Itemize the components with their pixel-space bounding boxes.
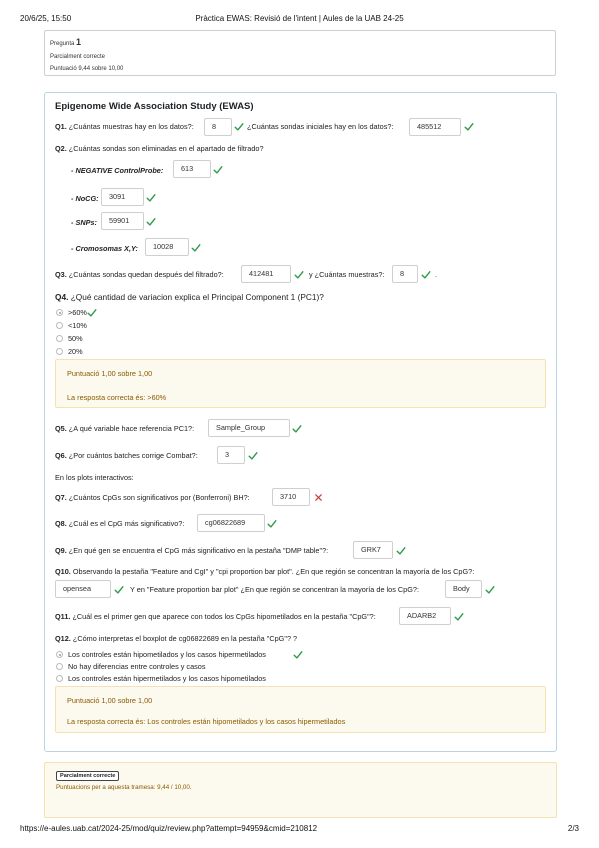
q6-input[interactable]: 3 xyxy=(217,446,245,464)
correct-check-icon xyxy=(234,122,244,132)
correct-check-icon xyxy=(87,308,97,318)
q2-label-negative-control: - NEGATIVE ControlProbe: xyxy=(71,166,164,175)
q4-feedback-score: Puntuació 1,00 sobre 1,00 xyxy=(67,369,153,378)
question-title: Epigenome Wide Association Study (EWAS) xyxy=(55,101,254,112)
q7-text: Q7. ¿Cuántos CpGs son significativos por (Bonferroni) BH?: xyxy=(55,493,250,502)
q2-label-chromosomes: - Cromosomas X,Y: xyxy=(71,244,138,253)
q9-text: Q9. ¿En qué gen se encuentra el CpG más significativo en la pestaña "DMP table"?: xyxy=(55,546,329,555)
q2-chromosomes-input[interactable]: 10028 xyxy=(145,238,189,256)
radio-icon[interactable] xyxy=(56,663,63,670)
radio-icon[interactable] xyxy=(56,348,63,355)
correct-check-icon xyxy=(248,451,258,461)
q8-input[interactable]: cg06822689 xyxy=(197,514,265,532)
q11-text: Q11. ¿Cuál es el primer gen que aparece con todos los CpGs hipometilados en la pestaña "CpG"?: xyxy=(55,612,376,621)
q4-feedback xyxy=(55,359,546,408)
correct-check-icon xyxy=(213,165,223,175)
q12-feedback xyxy=(55,686,546,733)
q2-nocg-input[interactable]: 3091 xyxy=(101,188,144,206)
correct-check-icon xyxy=(464,122,474,132)
q3-text-a: Q3. ¿Cuántas sondas quedan después del filtrado?: xyxy=(55,270,224,279)
q12-feedback-score: Puntuació 1,00 sobre 1,00 xyxy=(67,696,153,705)
q1-probes-input[interactable]: 485512 xyxy=(409,118,461,136)
correct-check-icon xyxy=(114,585,124,595)
correct-check-icon xyxy=(191,243,201,253)
q1-samples-input[interactable]: 8 xyxy=(204,118,232,136)
correct-check-icon xyxy=(485,585,495,595)
question-number: Pregunta 1 xyxy=(50,37,82,47)
q1-text-b: ¿Cuántas sondas iniciales hay en los datos?: xyxy=(247,122,394,131)
q2-label-nocg: - NoCG: xyxy=(71,194,99,203)
q3-text-b: y ¿Cuántas muestras?: xyxy=(309,270,385,279)
print-header xyxy=(20,14,579,26)
interactive-plots-note: En los plots interactivos: xyxy=(55,473,134,482)
q7-input[interactable]: 3710 xyxy=(272,488,310,506)
print-title: Pràctica EWAS: Revisió de l'intent | Aules de la UAB 24-25 xyxy=(195,14,404,23)
q2-negative-control-input[interactable]: 613 xyxy=(173,160,211,178)
status-badge: Parcialment correcte xyxy=(56,771,119,781)
correct-check-icon xyxy=(421,270,431,280)
q2-label-snps: - SNPs: xyxy=(71,218,97,227)
q10-feature-input[interactable]: Body xyxy=(445,580,482,598)
q6-text: Q6. ¿Por cuántos batches corrige Combat?: xyxy=(55,451,198,460)
q2-snps-input[interactable]: 59901 xyxy=(101,212,144,230)
q12-text: Q12. ¿Cómo interpretas el boxplot de cg06822689 en la pestaña "CpG"? ? xyxy=(55,634,298,643)
q10-cgi-input[interactable]: opensea xyxy=(55,580,111,598)
correct-check-icon xyxy=(454,612,464,622)
q3-samples-input[interactable]: 8 xyxy=(392,265,418,283)
q12-feedback-answer: La resposta correcta és: Los controles están hipometilados y los casos hipermetilados xyxy=(67,717,346,726)
radio-selected-icon[interactable] xyxy=(56,309,63,316)
attempt-summary xyxy=(44,762,557,818)
q10-text-a: Q10. Observando la pestaña "Feature and CgI" y "cpi proportion bar plot". ¿En que región se concentran la mayoría de los CpG?: xyxy=(55,567,475,576)
incorrect-cross-icon xyxy=(314,493,323,502)
q2-text: Q2. ¿Cuántas sondas son eliminadas en el apartado de filtrado? xyxy=(55,144,264,153)
correct-check-icon xyxy=(146,217,156,227)
radio-icon[interactable] xyxy=(56,675,63,682)
question-state: Parcialment correcte xyxy=(50,54,106,60)
q11-input[interactable]: ADARB2 xyxy=(399,607,451,625)
q10-text-b: Y en "Feature proportion bar plot" ¿En que región se concentran la mayoría de los CpG?: xyxy=(130,585,419,594)
correct-check-icon xyxy=(267,519,277,529)
q5-text: Q5. ¿A qué variable hace referencia PC1?: xyxy=(55,424,195,433)
print-page-number: 2/3 xyxy=(567,824,579,833)
correct-check-icon xyxy=(294,270,304,280)
q3-remaining-probes-input[interactable]: 412481 xyxy=(241,265,291,283)
q1-text-a: Q1. ¿Cuántas muestras hay en los datos?: xyxy=(55,122,194,131)
question-grade: Puntuació 9,44 sobre 10,00 xyxy=(50,66,124,72)
q3-tail: . xyxy=(435,270,438,279)
radio-selected-icon[interactable] xyxy=(56,651,63,658)
attempt-score-text: Puntuacions per a aquesta tramesa: 9,44 / 10,00. xyxy=(56,784,192,791)
radio-icon[interactable] xyxy=(56,335,63,342)
q5-input[interactable]: Sample_Group xyxy=(208,419,290,437)
q9-input[interactable]: GRK7 xyxy=(353,541,393,559)
correct-check-icon xyxy=(292,424,302,434)
radio-icon[interactable] xyxy=(56,322,63,329)
q4-text: Q4. ¿Qué cantidad de variacion explica el Principal Component 1 (PC1)? xyxy=(55,292,324,302)
correct-check-icon xyxy=(146,193,156,203)
correct-check-icon xyxy=(293,650,303,660)
question-info xyxy=(44,30,556,76)
print-date: 20/6/25, 15:50 xyxy=(20,14,72,23)
q4-feedback-answer: La resposta correcta és: >60% xyxy=(67,393,167,402)
correct-check-icon xyxy=(396,546,406,556)
print-footer xyxy=(20,824,579,836)
q8-text: Q8. ¿Cuál es el CpG más significativo?: xyxy=(55,519,185,528)
question-content: Epigenome Wide Association Study (EWAS) Q1. ¿Cuántas muestras hay en los datos?: 8 ¿Cuántas sondas iniciales hay en los datos?: 485512 Q2. ¿Cuántas sondas son eliminadas en el apartado de filtrado? - NEGATIVE ControlProbe: 613 - NoCG: 3091 - SNPs: 59901 - Cromosomas X,Y: 10028 Q3. ¿Cuántas sondas quedan después del filtrado?: 412481 y ¿Cuántas muestras?: 8 . Q4. ¿Qué cantidad de variacion explica el Principal Component 1 (PC1)? >60% <10% 50% 20% Puntuació 1,00 sobre 1,00 La resposta correcta és: >60% Q5. ¿A qué variable hace referencia PC1?: Sample_Group Q6. ¿Por cuántos batches corrige Combat?: 3 En los plots interactivos: Q7. ¿Cuántos CpGs son significativos por (Bonferroni) BH?: 3710 Q8. ¿Cuál es el CpG más significativo?: cg06822689 Q9. ¿En qué gen se encuentra el CpG más significativo en la pestaña "DMP table"?: GRK7 Q10. Observando la pestaña "Feature and CgI" y "cpi proportion bar plot". ¿En que región se concentran la mayoría de los CpG?: opensea Y en "Feature proportion bar plot" ¿En que región se concentran la mayoría de los CpG?: Body Q11. ¿Cuál es el primer gen que aparece con todos los CpGs hipometilados en la pestaña "CpG"?: ADARB2 Q12. ¿Cómo interpretas el boxplot de cg06822689 en la pestaña "CpG"? ? Los controles están hipometilados y los casos hipermetilados No hay diferencias entre controles y casos Los controles están hipermetilados y los casos hipometilados Puntuació 1,00 sobre 1,00 La resposta correcta és: Los controles están hipometilados y los casos hipermetilados xyxy=(44,92,557,752)
print-url: https://e-aules.uab.cat/2024-25/mod/quiz/review.php?attempt=94959&cmid=210812 xyxy=(20,824,318,833)
